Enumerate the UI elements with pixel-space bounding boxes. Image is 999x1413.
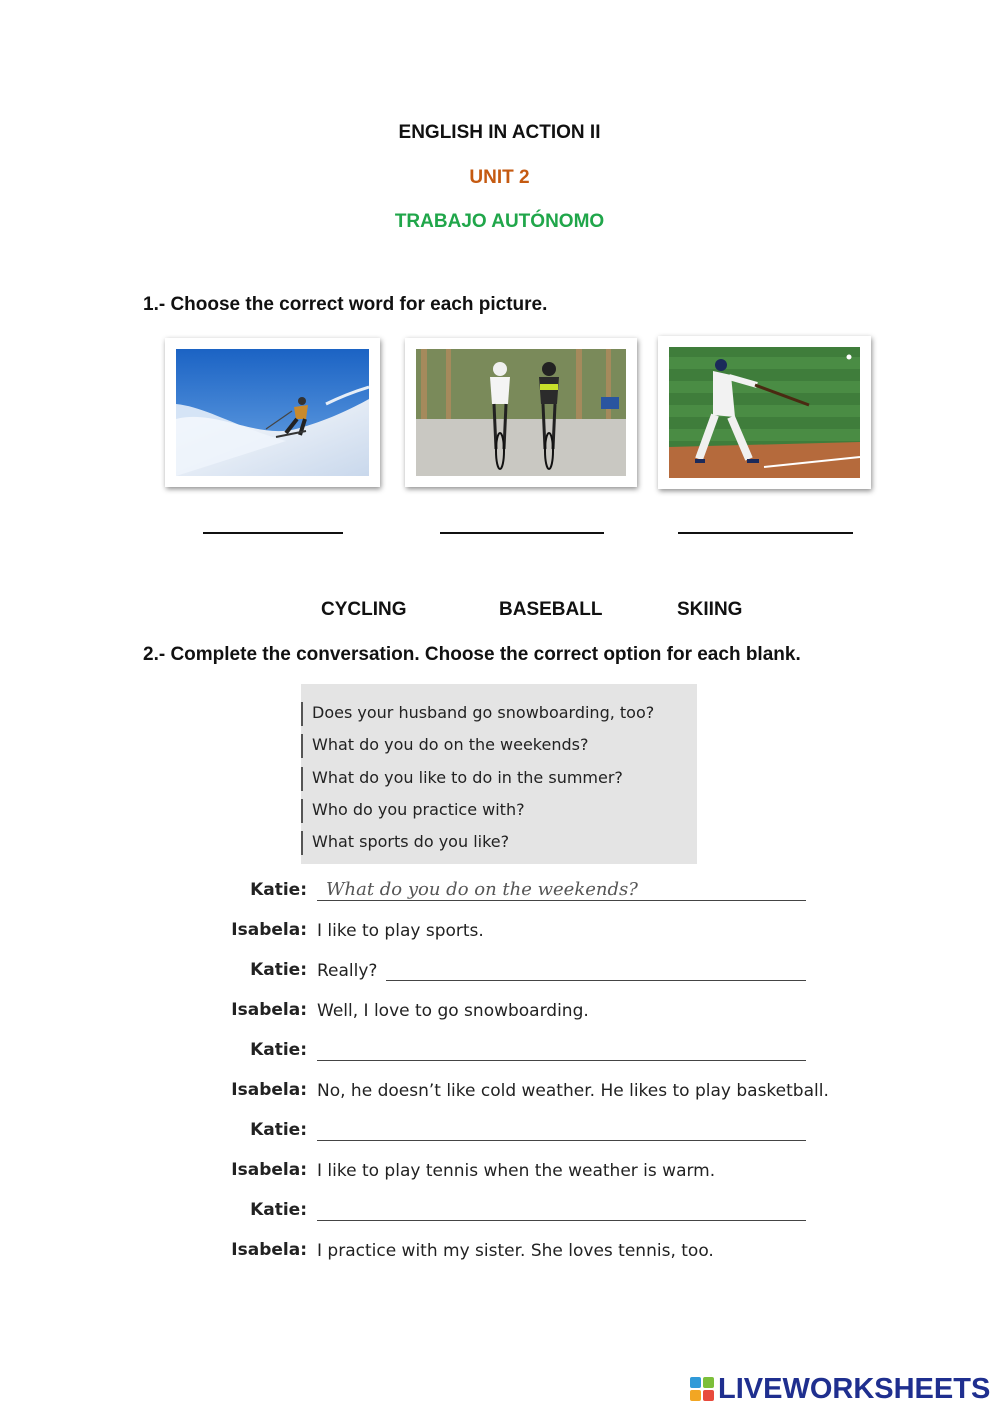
- answer-line[interactable]: [317, 1140, 806, 1141]
- worksheet-title: ENGLISH IN ACTION II: [398, 122, 601, 143]
- speaker-label: Katie:: [250, 960, 307, 980]
- word-option-skiing: SKIING: [677, 599, 743, 620]
- brand-name: LIVEWORKSHEETS: [718, 1372, 991, 1405]
- answer-blank-2[interactable]: [440, 532, 604, 534]
- dialogue-text: Really?: [317, 961, 378, 981]
- speaker-label: Katie:: [250, 1200, 307, 1220]
- dialogue-line-10: [0, 1240, 999, 1270]
- dialogue-text: I practice with my sister. She loves tennis, too.: [317, 1241, 714, 1261]
- word-option-baseball: BASEBALL: [499, 599, 603, 620]
- dialogue-text: Well, I love to go snowboarding.: [317, 1001, 589, 1021]
- worksheet-subtitle: TRABAJO AUTÓNOMO: [394, 211, 605, 232]
- dialogue-line-4: [0, 1000, 999, 1030]
- answer-line[interactable]: [317, 1060, 806, 1061]
- dialogue-line-7: [0, 1120, 999, 1150]
- speaker-label: Isabela:: [231, 1000, 307, 1020]
- skier-photo: [165, 338, 380, 487]
- question-option-5: What sports do you like?: [301, 827, 697, 859]
- dialogue-line-5: [0, 1040, 999, 1070]
- baseball-batter-photo: [658, 336, 871, 489]
- dialogue-line-1: [0, 880, 999, 910]
- example-answer: What do you do on the weekends?: [326, 879, 638, 900]
- dialogue-line-3: [0, 960, 999, 990]
- liveworksheets-logo-icon: [690, 1377, 714, 1401]
- unit-label: UNIT 2: [469, 167, 530, 188]
- question-options-box: [301, 684, 697, 864]
- dialogue-text: I like to play sports.: [317, 921, 484, 941]
- cyclists-photo: [405, 338, 637, 487]
- speaker-label: Isabela:: [231, 1240, 307, 1260]
- question-option-2: What do you do on the weekends?: [301, 730, 697, 762]
- answer-blank-1[interactable]: [203, 532, 343, 534]
- dialogue-text: No, he doesn’t like cold weather. He likes to play basketball.: [317, 1081, 829, 1101]
- answer-blank-3[interactable]: [678, 532, 853, 534]
- exercise1-instruction: 1.- Choose the correct word for each picture.: [143, 294, 548, 315]
- speaker-label: Isabela:: [231, 920, 307, 940]
- speaker-label: Isabela:: [231, 1080, 307, 1100]
- exercise2-instruction: 2.- Complete the conversation. Choose the correct option for each blank.: [143, 644, 801, 665]
- speaker-label: Katie:: [250, 880, 307, 900]
- speaker-label: Katie:: [250, 1120, 307, 1140]
- question-option-3: What do you like to do in the summer?: [301, 763, 697, 795]
- question-option-1: Does your husband go snowboarding, too?: [301, 698, 697, 730]
- answer-line[interactable]: [317, 1220, 806, 1221]
- dialogue-line-2: [0, 920, 999, 950]
- speaker-label: Isabela:: [231, 1160, 307, 1180]
- dialogue-line-8: [0, 1160, 999, 1190]
- dialogue-text: I like to play tennis when the weather is warm.: [317, 1161, 716, 1181]
- answer-line[interactable]: [386, 980, 806, 981]
- speaker-label: Katie:: [250, 1040, 307, 1060]
- dialogue-line-6: [0, 1080, 999, 1110]
- question-option-4: Who do you practice with?: [301, 795, 697, 827]
- dialogue-line-9: [0, 1200, 999, 1230]
- liveworksheets-logo: [690, 1372, 990, 1406]
- word-option-cycling: CYCLING: [321, 599, 407, 620]
- answer-line[interactable]: [317, 900, 806, 901]
